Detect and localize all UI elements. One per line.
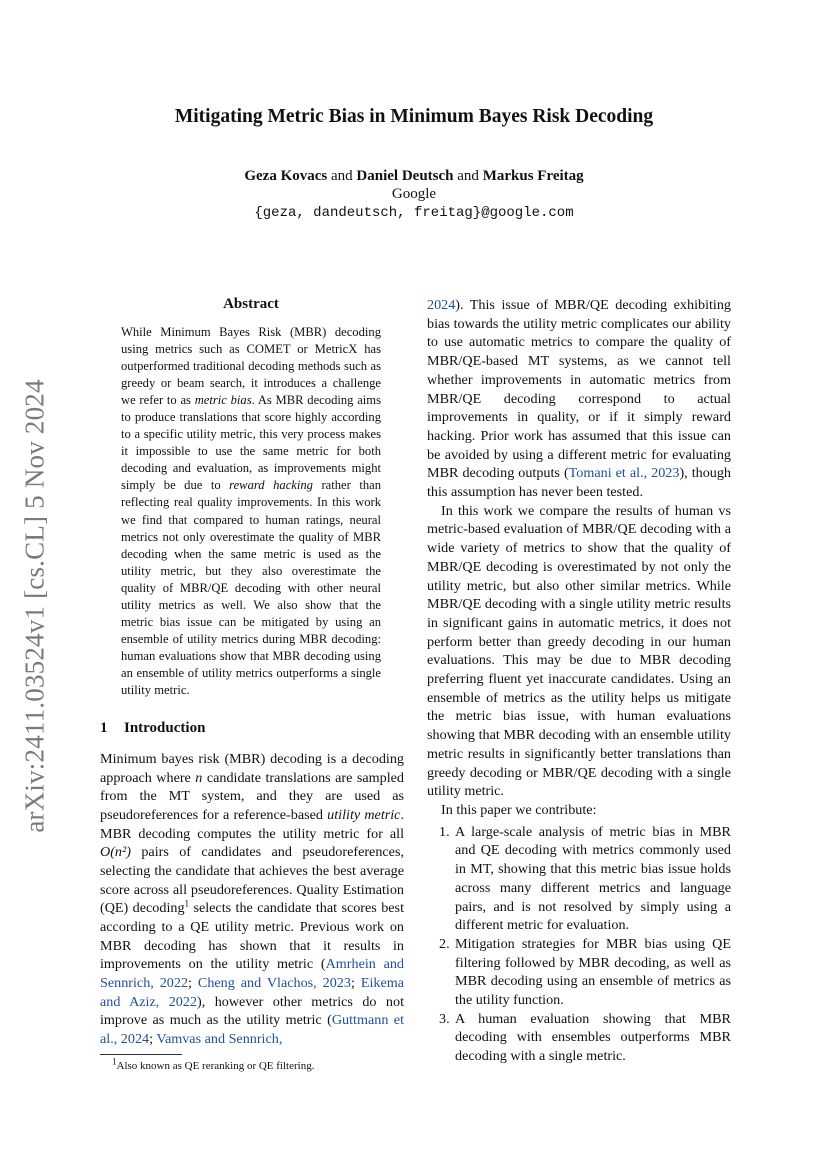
section-title: Introduction bbox=[124, 720, 206, 736]
abstract-heading: Abstract bbox=[223, 296, 279, 312]
abstract-emphasis: metric bias bbox=[194, 393, 252, 408]
section-heading-introduction bbox=[100, 720, 205, 737]
footnote-divider bbox=[100, 1054, 182, 1055]
contribution-list bbox=[427, 823, 731, 1066]
author-2: Daniel Deutsch bbox=[356, 168, 454, 184]
author-joiner: and bbox=[457, 168, 479, 184]
math-variable: n bbox=[195, 769, 203, 786]
list-item: 2. Mitigation strategies for MBR bias using QE filtering followed by MBR decoding, as well as MBR decoding using an ensemble of metrics as the utility function. bbox=[439, 935, 731, 1009]
footnote-mark: 1 bbox=[112, 1056, 117, 1067]
citation-link[interactable]: Cheng and Vlachos, 2023 bbox=[197, 974, 351, 991]
abstract-body: While Minimum Bayes Risk (MBR) decoding using metrics such as COMET or MetricX has outperformed traditional decoding methods such as greedy or beam search, it introduces a challenge we refer to as metric bias. As MBR decoding aims to produce translations that score highly according to a specific utility metric, this very process makes it impossible to use the same metric for both decoding and evaluation, as improvements might simply be due to reward hacking rather than reflecting real quality improvements. In this work we find that compared to human ratings, neural metrics not only overestimate the quality of MBR decoding when the same metric is used as the utility metric, but they also overestimate the quality of MBR/QE decoding with other neural utility metrics as well. We also show that the metric bias issue can be mitigated by using an ensemble of utility metrics during MBR decoding: human evaluations show that MBR decoding using an ensemble of utility metrics outperforms a single utility metric. bbox=[121, 325, 382, 697]
intro-paragraph-3: In this paper we contribute: bbox=[441, 801, 597, 818]
footnote-text: Also known as QE reranking or QE filtering. bbox=[116, 1060, 315, 1072]
right-column bbox=[427, 296, 731, 1066]
citation-link[interactable]: Vamvas and Sennrich, bbox=[156, 1030, 283, 1047]
author-list bbox=[0, 168, 828, 185]
author-3: Markus Freitag bbox=[482, 168, 584, 184]
footnote bbox=[112, 1056, 315, 1072]
math-complexity: O(n²) bbox=[100, 844, 131, 861]
intro-paragraph-1-continued: 2024). This issue of MBR/QE decoding exhibiting bias towards the utility metric complicates our ability to use automatic metrics to compare the quality of MBR/QE-based MT systems, as we cannot tell whether improvements in automatic metrics from MBR/QE decoding correspond to actual improvements in quality, or if it simply reward hacking. Prior work has assumed that this issue can be avoided by using a different metric for evaluating MBR decoding outputs (Tomani et al., 2023), though this assumption has never been tested. bbox=[427, 297, 731, 501]
intro-paragraph-1: Minimum bayes risk (MBR) decoding is a decoding approach where n candidate translations are sampled from the MT system, and they are used as pseudoreferences for a reference-based utility metric. MBR decoding computes the utility metric for all O(n²) pairs of candidates and pseudoreferences, selecting the candidate that achieves the best average score across all pseudoreferences. Quality Estimation (QE) decoding$^1$ selects the candidate that scores best according to a QE utility metric. Previous work on MBR decoding has shown that it results in improvements on the utility metric (Amrhein and Sennrich, 2022; Cheng and Vlachos, 2023; Eikema and Aziz, 2022), however other metrics do not improve as much as the utility metric (Guttmann et al., 2024; Vamvas and Sennrich, bbox=[100, 751, 405, 1047]
citation-link[interactable]: Eikema and Aziz, 2022 bbox=[100, 974, 405, 1010]
section-number: 1 bbox=[100, 720, 108, 736]
citation-link[interactable]: Guttmann et al., 2024 bbox=[100, 1012, 405, 1047]
term-emphasis: utility metric bbox=[327, 806, 401, 823]
footnote-marker[interactable]: 1 bbox=[184, 898, 190, 909]
arxiv-stamp bbox=[10, 366, 60, 846]
author-1: Geza Kovacs bbox=[244, 168, 328, 184]
intro-paragraph-2: In this work we compare the results of human vs metric-based evaluation of MBR/QE decoding with a wide variety of metrics to show that the quality of MBR/QE decoding is overestimated by not only the utility metric, but also other similar metrics. While MBR/QE decoding with a single utility metric results in significant gains in automatic metrics, it does not perform better than greedy decoding in our human evaluations. This may be due to MBR decoding preferring fluent yet inaccurate candidates. Using an ensemble of metrics as the utility helps us mitigate the metric bias issue, with human evaluations showing that MBR decoding with an ensemble utility metric results in significantly better translations than greedy decoding or MBR/QE decoding with a single utility metric. bbox=[427, 502, 731, 800]
citation-link[interactable]: Amrhein and Sennrich, 2022 bbox=[100, 956, 405, 991]
abstract-emphasis: reward hacking bbox=[229, 478, 313, 493]
arxiv-identifier: arXiv:2411.03524v1 [cs.CL] 5 Nov 2024 bbox=[19, 379, 50, 833]
citation-link[interactable]: Tomani et al., 2023 bbox=[568, 465, 680, 482]
author-affiliation: Google bbox=[391, 186, 437, 202]
citation-link[interactable]: 2024 bbox=[427, 297, 456, 313]
author-joiner: and bbox=[331, 168, 353, 184]
paper-title: Mitigating Metric Bias in Minimum Bayes Risk Decoding bbox=[174, 106, 654, 127]
author-emails: {geza, dandeutsch, freitag}@google.com bbox=[254, 205, 574, 221]
list-item: 1. A large-scale analysis of metric bias in MBR and QE decoding with metrics commonly used in MT, showing that this metric bias issue holds across many different metrics and language pairs, and is not resolved by simply using a different metric for evaluation. bbox=[439, 823, 731, 934]
list-item: 3. A human evaluation showing that MBR decoding with ensembles outperforms MBR decoding with a single metric. bbox=[439, 1010, 731, 1065]
